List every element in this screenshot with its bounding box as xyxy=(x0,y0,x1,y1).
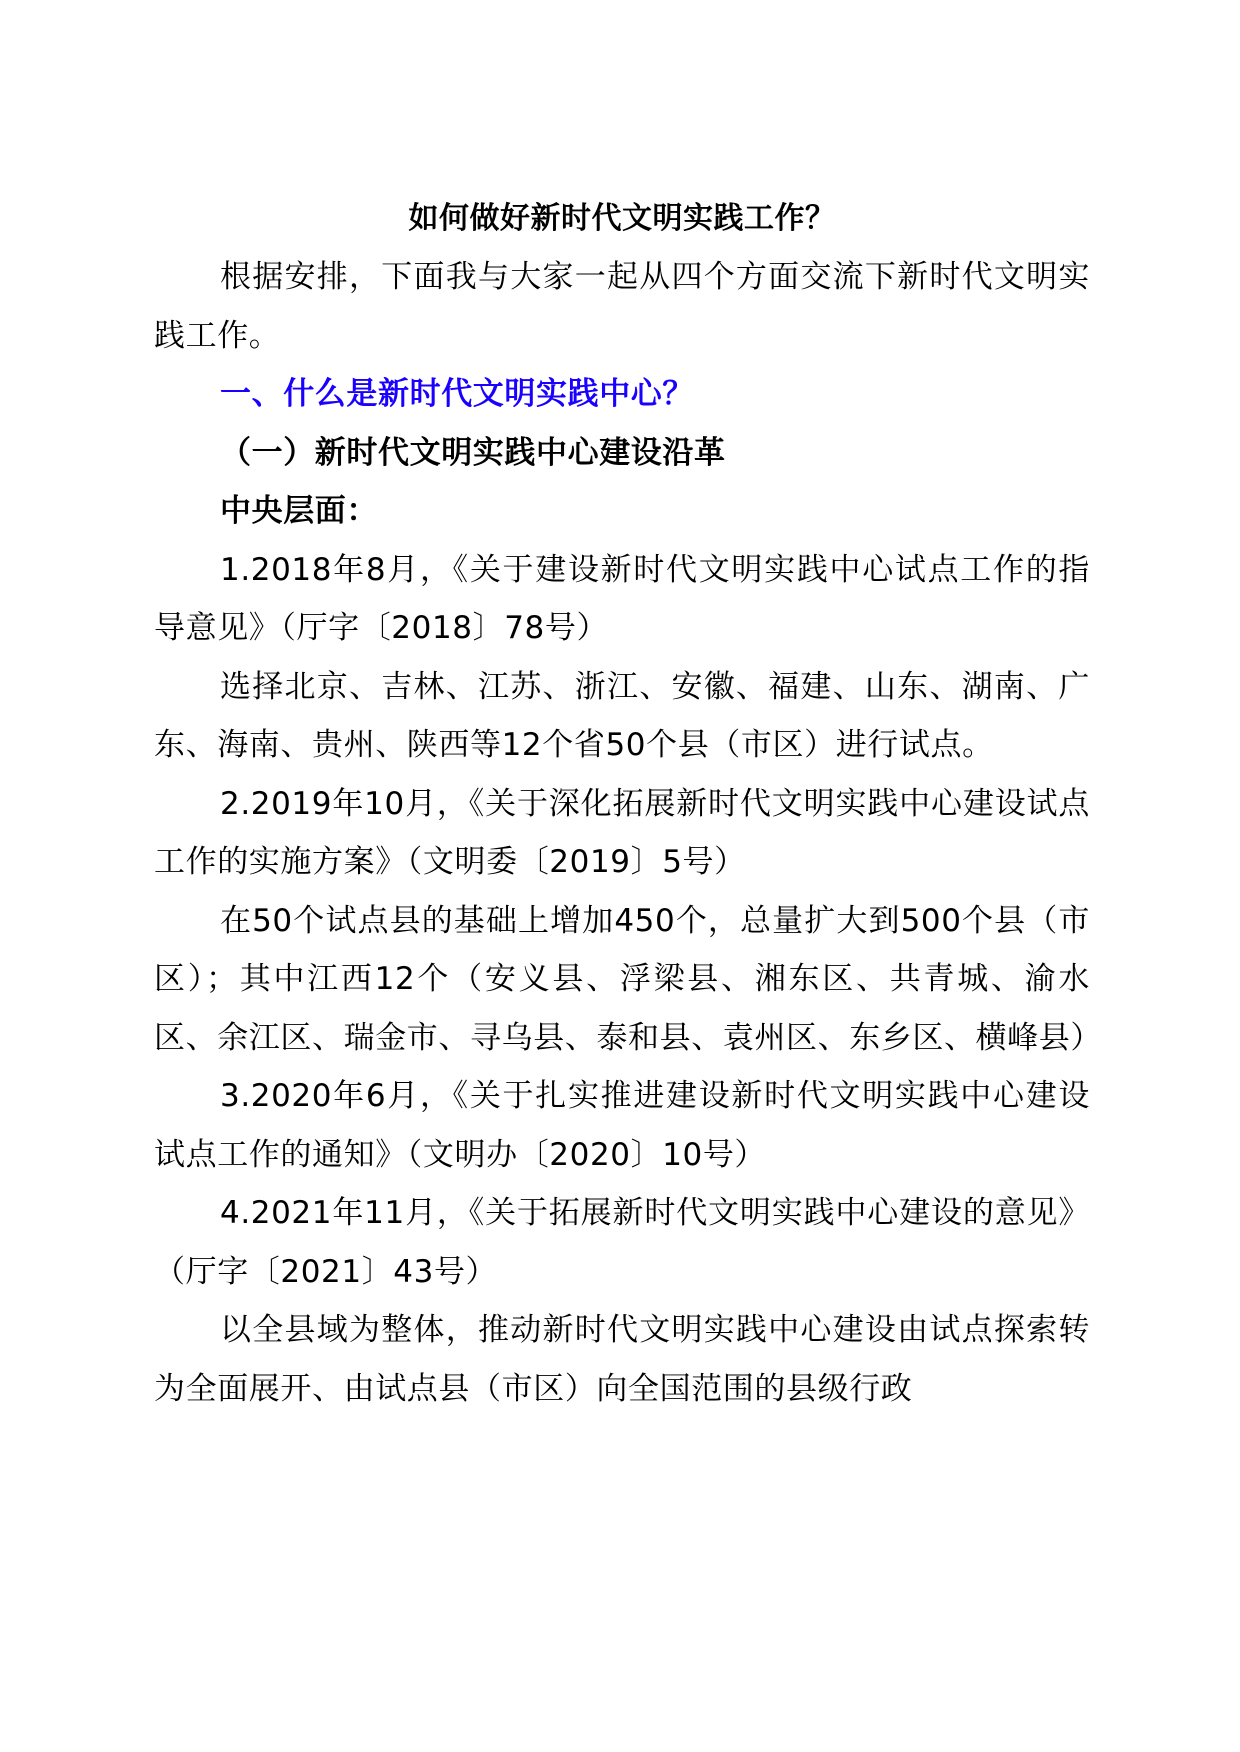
list-item-2: 2.2019年10月，《关于深化拓展新时代文明实践中心建设试点工作的实施方案》（文明委〔2019〕5号） xyxy=(154,785,1090,880)
list-item-1-detail: 选择北京、吉林、江苏、浙江、安徽、福建、山东、湖南、广东、海南、贵州、陕西等12个省50个县（市区）进行试点。 xyxy=(154,668,1090,763)
list-item-1: 1.2018年8月，《关于建设新时代文明实践中心试点工作的指导意见》（厅字〔2018〕78号） xyxy=(154,551,1090,646)
central-level-label: 中央层面： xyxy=(220,493,378,529)
list-item-4-detail: 以全县域为整体，推动新时代文明实践中心建设由试点探索转为全面展开、由试点县（市区）向全国范围的县级行政 xyxy=(154,1312,1090,1407)
subsection-heading-1: （一）新时代文明实践中心建设沿革 xyxy=(220,434,726,471)
list-item-2-detail: 在50个试点县的基础上增加450个，总量扩大到500个县（市区）；其中江西12个（安义县、浮梁县、湘东区、共青城、渝水区、余江区、瑞金市、寻乌县、泰和县、袁州区、东乡区、横峰县） xyxy=(154,902,1102,1056)
document-body xyxy=(154,190,1102,1418)
section-heading-1: 一、什么是新时代文明实践中心？ xyxy=(220,376,694,412)
document-title: 如何做好新时代文明实践工作？ xyxy=(408,201,836,236)
list-item-3: 3.2020年6月，《关于扎实推进建设新时代文明实践中心建设试点工作的通知》（文明办〔2020〕10号） xyxy=(154,1078,1090,1173)
list-item-4: 4.2021年11月，《关于拓展新时代文明实践中心建设的意见》（厅字〔2021〕43号） xyxy=(154,1195,1090,1290)
intro-paragraph: 根据安排，下面我与大家一起从四个方面交流下新时代文明实践工作。 xyxy=(154,259,1090,354)
